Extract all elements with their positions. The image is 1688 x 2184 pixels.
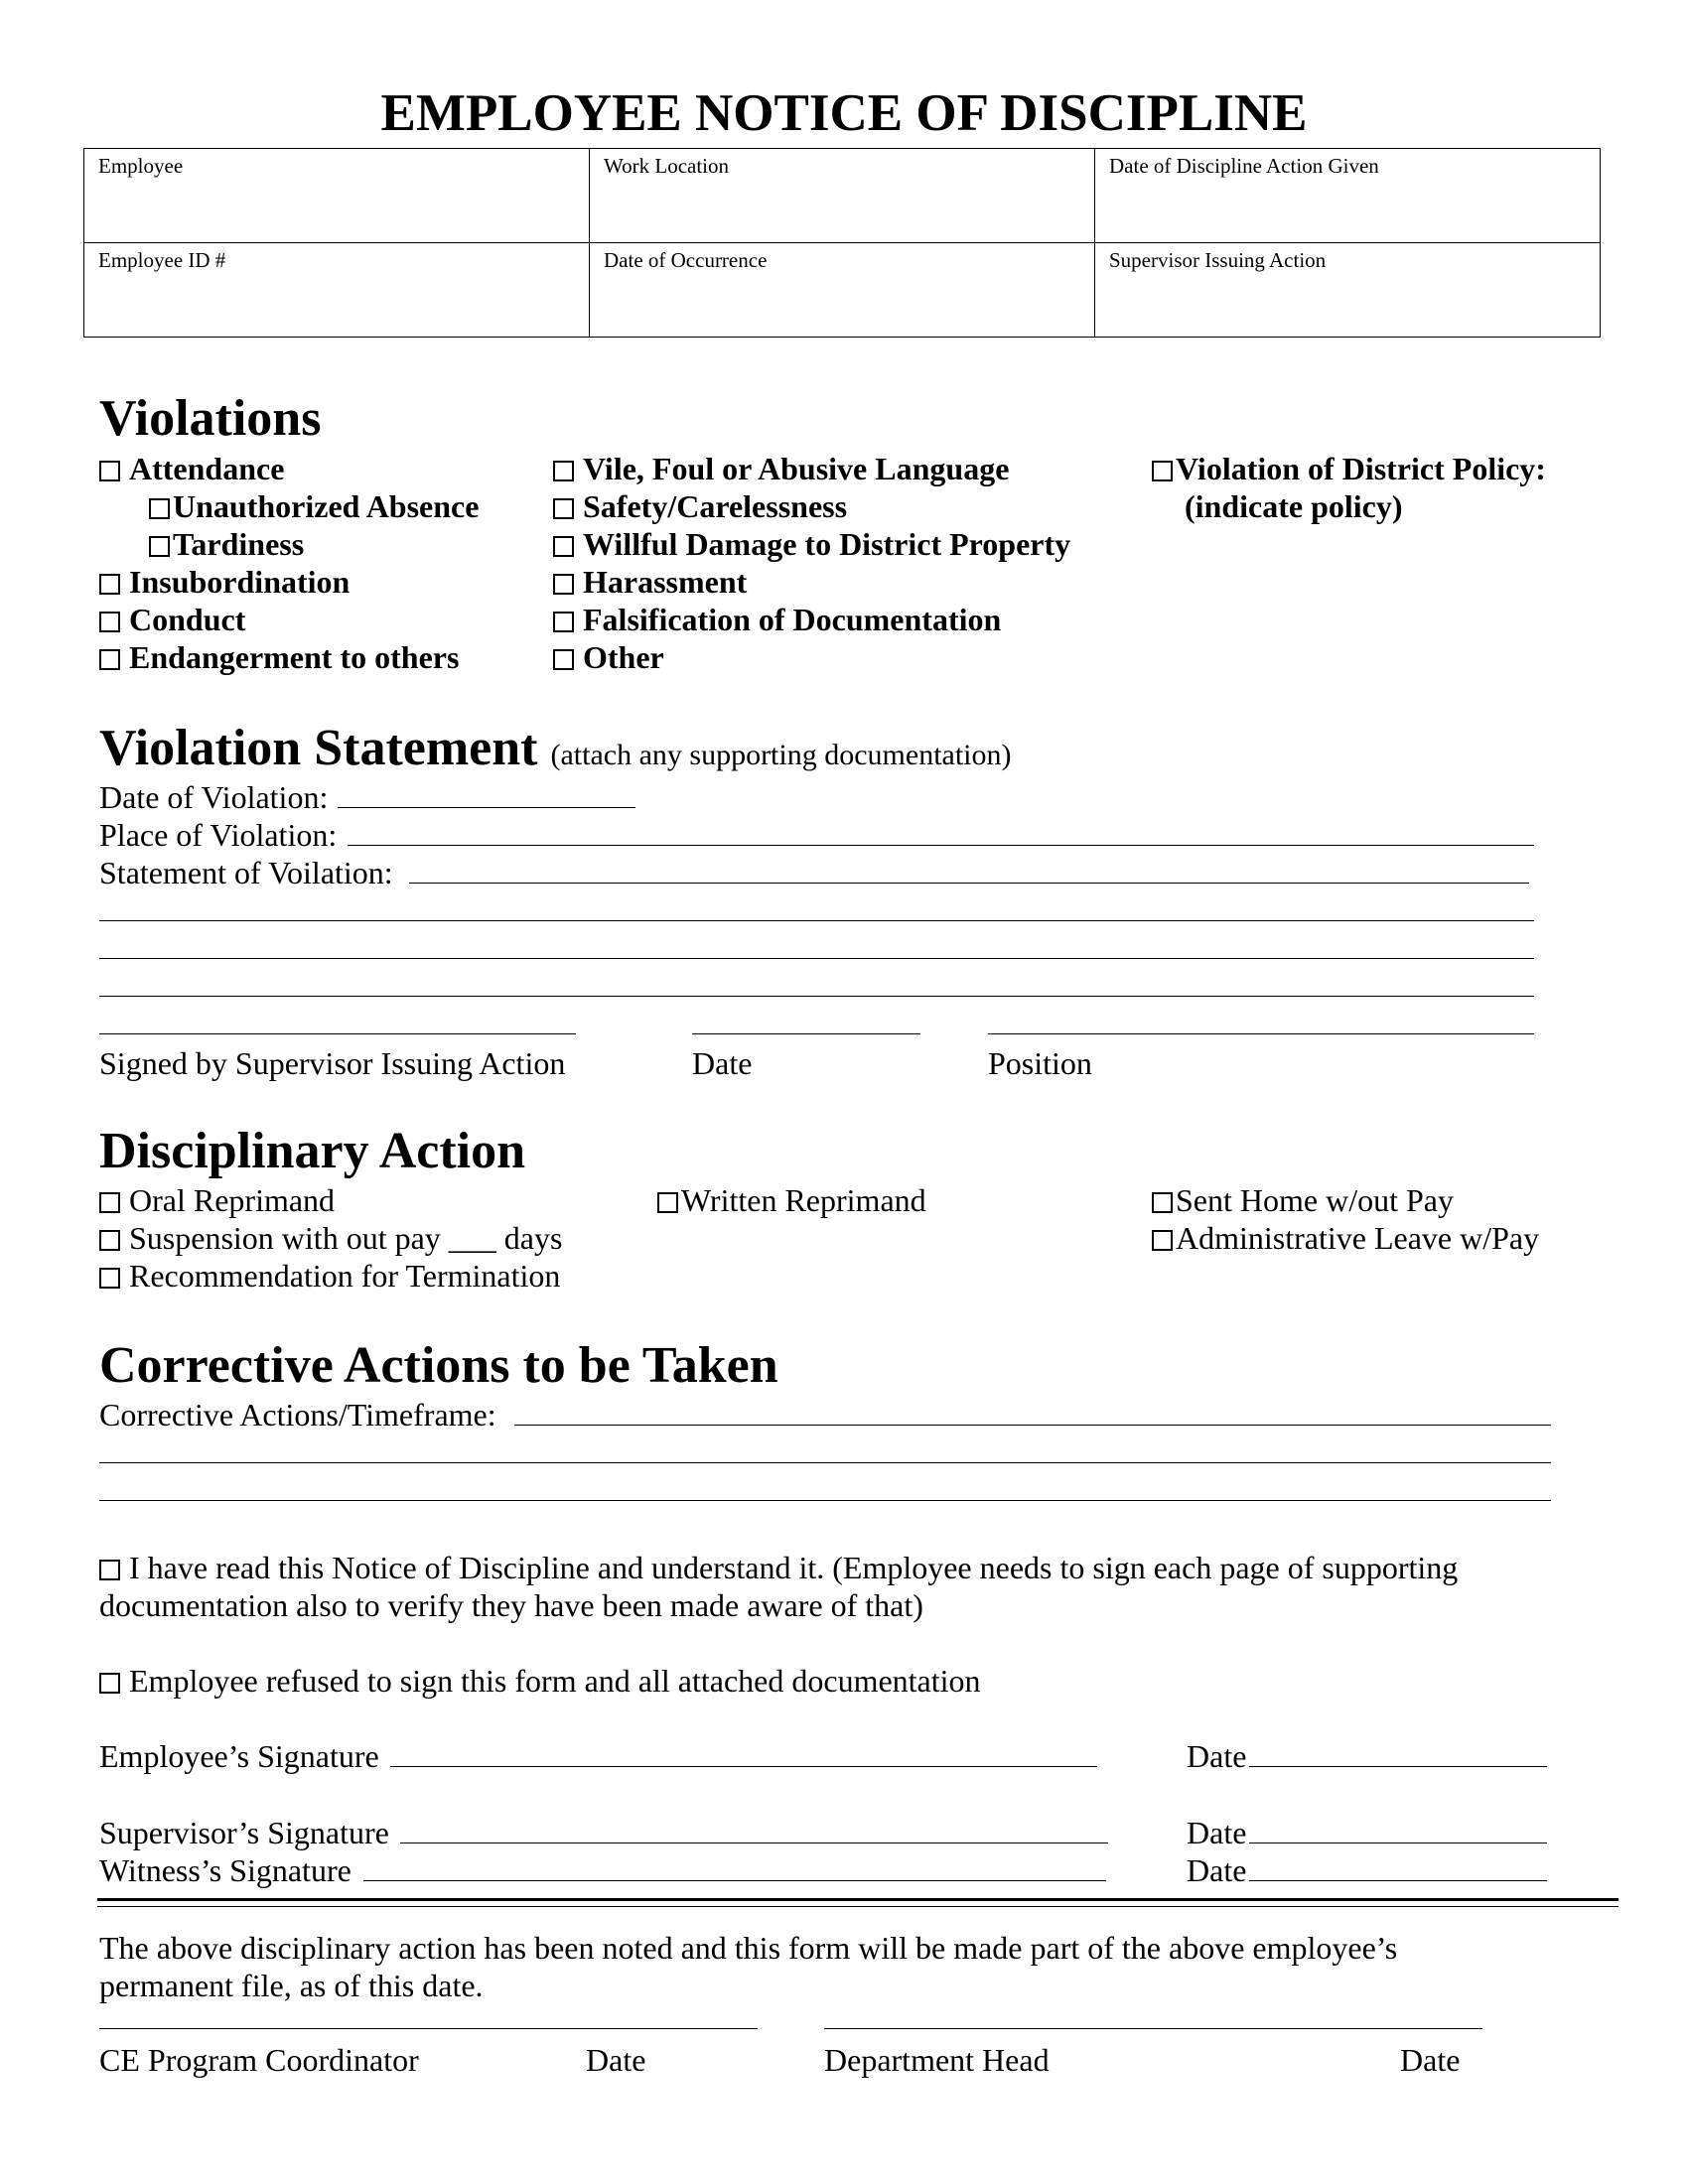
place-of-violation-label: Place of Violation: (99, 817, 338, 853)
acknowledge-read-checkbox[interactable] (99, 1560, 120, 1580)
work-location-cell[interactable] (590, 149, 1095, 243)
district-policy-checkbox[interactable] (1152, 461, 1173, 481)
violation-falsification: Falsification of Documentation (553, 604, 1001, 635)
discipline-date-cell[interactable] (1095, 149, 1601, 243)
position-label: Position (988, 1045, 1092, 1081)
action-sent-home: Sent Home w/out Pay (1152, 1184, 1454, 1216)
violation-tardiness: Tardiness (149, 528, 304, 560)
section-divider-thin (97, 1906, 1618, 1907)
violation-unauthorized-absence: Unauthorized Absence (149, 490, 479, 522)
admin-leave-checkbox[interactable] (1152, 1230, 1173, 1251)
employee-date-line[interactable] (1249, 1766, 1547, 1767)
acknowledge-read-statement: I have read this Notice of Discipline and understand it. (Employee needs to sign each page of supporting (99, 1552, 1458, 1583)
tardiness-checkbox[interactable] (149, 536, 170, 557)
supervisor-signature-label: Supervisor’s Signature (99, 1815, 389, 1850)
violation-other: Other (553, 641, 664, 673)
action-termination: Recommendation for Termination (99, 1260, 560, 1292)
coordinator-date-label: Date (586, 2042, 646, 2078)
attendance-checkbox[interactable] (99, 461, 120, 481)
work-location-label: Work Location (604, 154, 730, 178)
willful-damage-checkbox[interactable] (553, 536, 574, 557)
violation-attendance: Attendance (99, 453, 284, 484)
corrective-line-3[interactable] (99, 1500, 1551, 1501)
sent-home-checkbox[interactable] (1152, 1192, 1173, 1213)
statement-label: Statement of Voilation: (99, 855, 393, 890)
violation-conduct: Conduct (99, 604, 245, 635)
attach-documentation-note: (attach any supporting documentation) (550, 739, 1012, 771)
acknowledge-read-statement-cont: documentation also to verify they have been made aware of that) (99, 1587, 923, 1623)
witness-date-label: Date (1187, 1852, 1247, 1888)
employee-refused-statement: Employee refused to sign this form and all attached documentation (99, 1665, 981, 1697)
disciplinary-action-heading: Disciplinary Action (99, 1123, 526, 1179)
section-divider (97, 1898, 1618, 1901)
dept-head-date-label: Date (1400, 2042, 1461, 2078)
statement-line-4[interactable] (99, 996, 1534, 997)
statement-line-2[interactable] (99, 920, 1534, 921)
employee-info-table (83, 148, 1601, 338)
harassment-checkbox[interactable] (553, 574, 574, 595)
employee-id-label: Employee ID # (98, 248, 226, 272)
coordinator-label: CE Program Coordinator (99, 2042, 419, 2078)
supervisor-cell[interactable] (1095, 243, 1601, 338)
falsification-checkbox[interactable] (553, 612, 574, 632)
violation-insubordination: Insubordination (99, 566, 350, 598)
corrective-timeframe-label: Corrective Actions/Timeframe: (99, 1397, 496, 1433)
violation-safety: Safety/Carelessness (553, 490, 847, 522)
termination-checkbox[interactable] (99, 1268, 120, 1289)
position-line[interactable] (988, 1033, 1534, 1034)
unauthorized-absence-checkbox[interactable] (149, 498, 170, 519)
employee-signature-line[interactable] (390, 1766, 1097, 1767)
insubordination-checkbox[interactable] (99, 574, 120, 595)
violation-willful-damage: Willful Damage to District Property (553, 528, 1070, 560)
employee-date-label: Date (1187, 1738, 1247, 1774)
place-of-violation-line[interactable] (348, 845, 1534, 846)
dept-head-label: Department Head (824, 2042, 1050, 2078)
safety-checkbox[interactable] (553, 498, 574, 519)
occurrence-date-label: Date of Occurrence (604, 248, 768, 272)
witness-signature-label: Witness’s Signature (99, 1852, 352, 1888)
form-title: EMPLOYEE NOTICE OF DISCIPLINE (380, 84, 1308, 142)
indicate-policy-note: (indicate policy) (1185, 488, 1403, 524)
corrective-line-2[interactable] (99, 1462, 1551, 1463)
statement-date-label: Date (692, 1045, 753, 1081)
violation-abusive-language: Vile, Foul or Abusive Language (553, 453, 1009, 484)
employee-cell[interactable] (84, 149, 590, 243)
footer-notice-line2: permanent file, as of this date. (99, 1968, 484, 2003)
witness-date-line[interactable] (1249, 1880, 1547, 1881)
employee-label: Employee (98, 154, 184, 178)
employee-refused-checkbox[interactable] (99, 1673, 120, 1694)
occurrence-date-cell[interactable] (590, 243, 1095, 338)
supervisor-date-line[interactable] (692, 1033, 920, 1034)
date-of-violation-line[interactable] (338, 807, 635, 808)
action-written-reprimand: Written Reprimand (657, 1184, 926, 1216)
corrective-line-1[interactable] (514, 1425, 1551, 1426)
date-of-violation-label: Date of Violation: (99, 779, 329, 815)
oral-reprimand-checkbox[interactable] (99, 1192, 120, 1213)
action-oral-reprimand: Oral Reprimand (99, 1184, 335, 1216)
statement-line-3[interactable] (99, 958, 1534, 959)
signed-by-supervisor-label: Signed by Supervisor Issuing Action (99, 1045, 566, 1081)
violation-district-policy: Violation of District Policy: (1152, 453, 1546, 484)
supervisor-signature-line[interactable] (99, 1033, 576, 1034)
employee-id-cell[interactable] (84, 243, 590, 338)
abusive-language-checkbox[interactable] (553, 461, 574, 481)
footer-notice-line1: The above disciplinary action has been noted and this form will be made part of the above employee’s (99, 1930, 1398, 1966)
conduct-checkbox[interactable] (99, 612, 120, 632)
statement-line-1[interactable] (409, 883, 1529, 884)
employee-signature-label: Employee’s Signature (99, 1738, 379, 1774)
violation-statement-heading: Violation Statement (attach any supporting documentation) (99, 720, 1012, 776)
other-checkbox[interactable] (553, 649, 574, 670)
supervisor-label: Supervisor Issuing Action (1109, 248, 1327, 272)
witness-signature-line[interactable] (363, 1880, 1106, 1881)
corrective-actions-heading: Corrective Actions to be Taken (99, 1337, 778, 1394)
suspension-checkbox[interactable] (99, 1230, 120, 1251)
violation-endangerment: Endangerment to others (99, 641, 459, 673)
endangerment-checkbox[interactable] (99, 649, 120, 670)
discipline-date-label: Date of Discipline Action Given (1109, 154, 1379, 178)
written-reprimand-checkbox[interactable] (657, 1192, 678, 1213)
coordinator-signature-line[interactable] (99, 2028, 758, 2029)
violations-heading: Violations (99, 390, 322, 447)
violation-harassment: Harassment (553, 566, 747, 598)
action-suspension: Suspension with out pay ___ days (99, 1222, 562, 1254)
action-admin-leave: Administrative Leave w/Pay (1152, 1222, 1539, 1254)
supervisor-date-label: Date (1187, 1815, 1247, 1850)
dept-head-signature-line[interactable] (824, 2028, 1482, 2029)
